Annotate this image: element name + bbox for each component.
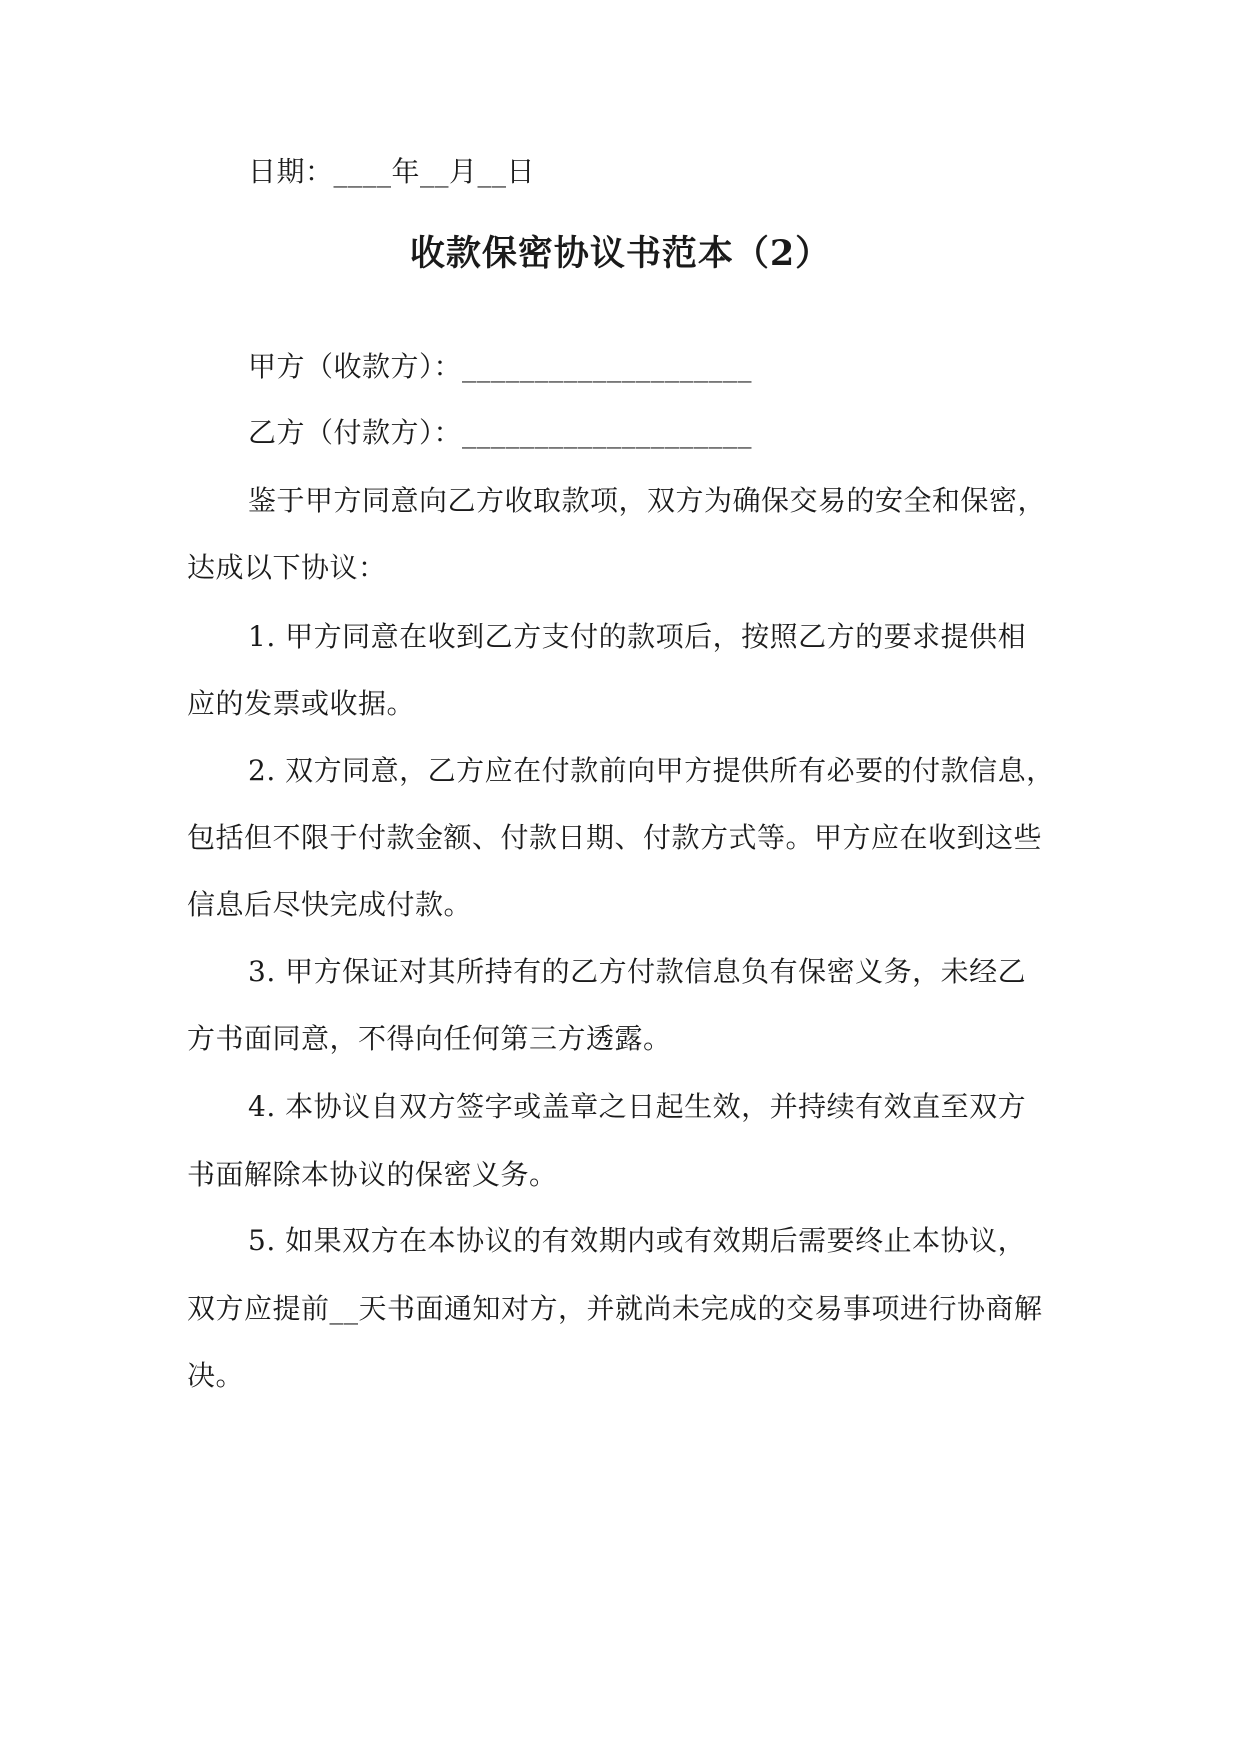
clause-3-line-2: 方书面同意，不得向任何第三方透露。 [187,1022,672,1055]
intro-line-2: 达成以下协议： [187,551,387,584]
clause-5-line-2: 双方应提前__天书面通知对方，并就尚未完成的交易事项进行协商解 [187,1292,1043,1325]
date-line: 日期：____年__月__日 [248,155,536,188]
document-title: 收款保密协议书范本（2） [409,233,832,274]
clause-5-line-3: 决。 [187,1359,245,1392]
clause-2-line-1: 2. 双方同意，乙方应在付款前向甲方提供所有必要的付款信息， [248,754,1055,787]
clause-2-line-3: 信息后尽快完成付款。 [187,888,473,921]
clause-1-line-2: 应的发票或收据。 [187,687,416,720]
clause-2-line-2: 包括但不限于付款金额、付款日期、付款方式等。甲方应在收到这些 [187,821,1043,854]
clause-4-line-2: 书面解除本协议的保密义务。 [187,1158,558,1191]
clause-3-line-1: 3. 甲方保证对其所持有的乙方付款信息负有保密义务，未经乙 [248,955,1027,988]
clause-5-line-1: 5. 如果双方在本协议的有效期内或有效期后需要终止本协议， [248,1224,1027,1257]
clause-1-line-1: 1. 甲方同意在收到乙方支付的款项后，按照乙方的要求提供相 [248,620,1027,653]
party-a-line: 甲方（收款方）：____________________ [248,350,753,383]
party-b-line: 乙方（付款方）：____________________ [248,416,753,449]
intro-line-1: 鉴于甲方同意向乙方收取款项，双方为确保交易的安全和保密， [248,484,1047,517]
clause-4-line-1: 4. 本协议自双方签字或盖章之日起生效，并持续有效直至双方 [248,1090,1027,1123]
